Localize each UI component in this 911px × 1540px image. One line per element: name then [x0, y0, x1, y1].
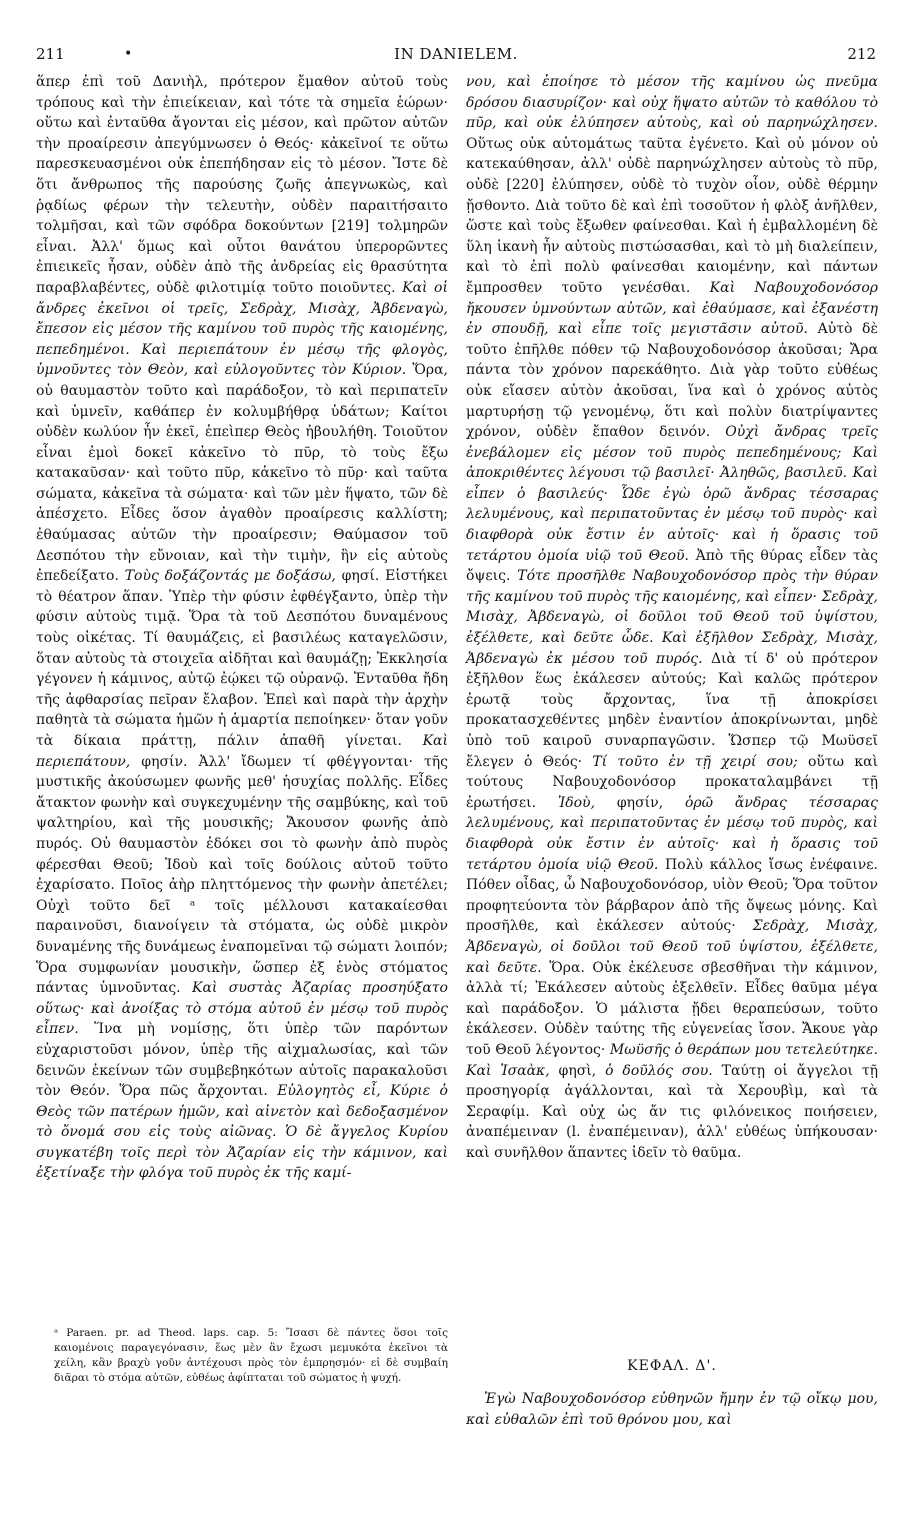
scripture-quote: Τότε προσῆλθε Ναβουχοδονόσορ πρὸς τὴν θύραν τῆς καμίνου τοῦ πυρὸς τῆς καιομένης, καὶ εἶπεν· Σεδρὰχ, Μισὰχ, Ἀβδεναγὼ, οἱ δοῦλοι τοῦ Θεοῦ τοῦ ὑψίστου, ἐξέλθετε, καὶ δεῦτε ὧδε. Καὶ ἐξῆλθον Σεδρὰχ, Μισὰχ, Ἀβδεναγὼ ἐκ μέσου τοῦ πυρός.	[466, 568, 878, 667]
body-text: Ὅρα, οὐ θαυμαστὸν τοῦτο καὶ παράδοξον, τὸ καὶ περιπατεῖν καὶ ὑμνεῖν, καθάπερ ἐν κολυμβήθρᾳ ὑδάτων; Καίτοι οὐδὲν κωλύον ἦν ἐκεῖ, ἐπεὶπερ Θεὸς ἠβουλήθη. Τοιοῦτον εἶναι ἐμοὶ δοκεῖ κἀκεῖνο τὸ πῦρ, τὸ τοὺς ἔξω κατακαῦσαν· καὶ τοῦτο πῦρ, κἀκεῖνο τὸ πῦρ· καὶ ταῦτα σώματα, κἀκεῖνα τὰ σώματα· καὶ τῶν μὲν ἥψατο, τῶν δὲ ἀπέσχετο. Εἶδες ὅσον ἀγαθὸν προαίρεσις καλλίστη; ἐθαύμασας αὐτῶν τὴν προαίρεσιν; Θαύμασον τοῦ Δεσπότου τὴν εὔνοιαν, καὶ τὴν τιμὴν, ἣν εἰς αὐτοὺς ἐπεδείξατο.	[36, 362, 448, 585]
header-dot: •	[124, 46, 133, 62]
scripture-quote: Καὶ οἱ ἄνδρες ἐκεῖνοι οἱ τρεῖς, Σεδρὰχ, Μισὰχ, Ἀβδεναγὼ, ἔπεσον εἰς μέσον τῆς καμίνου τοῦ πυρὸς τῆς καιομένης, πεπεδημένοι. Καὶ περιεπάτουν ἐν μέσῳ τῆς φλογὸς, ὑμνοῦντες τὸν Θεὸν, καὶ εὐλογοῦντες τὸν Κύριον.	[36, 279, 448, 379]
chapter-heading: ΚΕΦΑΛ. Δ'.	[627, 1358, 717, 1374]
right-column	[466, 72, 878, 1163]
body-text: φησὶ,	[558, 1062, 606, 1079]
left-column	[36, 72, 448, 1184]
page-number-left: 211	[36, 45, 65, 63]
footnote	[36, 1326, 448, 1386]
scripture-quote: Τοὺς δοξάζοντάς με δοξάσω,	[124, 568, 342, 585]
scripture-quote: Εὐλογητὸς εἶ, Κύριε ὁ Θεὸς τῶν πατέρων ἡμῶν, καὶ αἰνετὸν καὶ δεδοξασμένον τὸ ὄνομά σου εἰς τοὺς αἰῶνας. Ὁ δὲ ἄγγελος Κυρίου συγκατέβη τοῖς περὶ τὸν Ἀζαρίαν εἰς τὴν κάμινον, καὶ ἐξετίναξε τὴν φλόγα τοῦ πυρὸς ἐκ τῆς καμί-	[36, 1083, 448, 1182]
paragraph	[36, 72, 448, 1184]
chapter-opening-text: Ἐγὼ Ναβουχοδονόσορ εὐθηνῶν ἤμην ἐν τῷ οἴκῳ μου, καὶ εὐθαλῶν ἐπὶ τοῦ θρόνου μου, καὶ	[466, 1391, 878, 1428]
body-text: φησίν. Ἀλλ' ἴδωμεν τί φθέγγονται· τῆς μυστικῆς ἀκούσωμεν φωνῆς μεθ' ἡσυχίας πολλῆς. Εἶδες ἄτακτον φωνὴν καὶ συγκεχυμένην τῆς σαμβύκης, καὶ τοῦ ψαλτηρίου, καὶ τῆς μουσικῆς; Ἄκουσον φωνῆς ἀπὸ πυρός. Οὐ θαυμαστὸν ἐδόκει σοι τὸ φωνὴν ἀπὸ πυρὸς φέρεσθαι Θεοῦ; Ἰδοὺ καὶ τοῖς δούλοις αὐτοῦ τοῦτο ἐχαρίσατο. Ποῖος ἀὴρ πληττόμενος τὴν φωνὴν ἀπετέλει; Οὐχὶ τοῦτο δεῖ ᵃ τοῖς μέλλουσι κατακαίεσθαι παραινοῦσι, διανοίγειν τὰ στόματα, ὡς οὐδὲ μικρὸν δυναμένης τῆς δυνάμεως ἐναπομεῖναι τῷ σώματι λοιπόν; Ὅρα συμφωνίαν μουσικὴν, ὥσπερ ἐξ ἑνὸς στόματος πάντας ὑμνοῦντας.	[36, 753, 449, 997]
body-text: Οὕτως οὐκ αὐτομάτως ταῦτα ἐγένετο. Καὶ οὐ μόνον οὐ κατεκαύθησαν, ἀλλ' οὐδὲ παρηνώχλησεν αὐτοὺς τὸ πῦρ, οὐδὲ [220] ἐλύπησεν, οὐδὲ τὸ τυχὸν οἷον, οὐδὲ θέρμην ᾔσθοντο. Διὰ τοῦτο δὲ καὶ ἐπὶ τοσοῦτον ἡ φλὸξ ἀνῆλθεν, ὥστε καὶ τοὺς ἔξωθεν φαίνεσθαι. Καὶ ἡ ἐμβαλλομένη δὲ ὕλη ἱκανὴ ἦν αὐτοὺς πιστώσασθαι, καὶ τὸ μὴ διαλείπειν, καὶ τὸ ἐπὶ πολὺ φαίνεσθαι καιομένην, καὶ πάντων ἔμπροσθεν τοῦτο γενέσθαι.	[466, 135, 878, 296]
scripture-quote: Μωϋσῆς ὁ θεράπων μου τετελεύτηκε. Καὶ Ἰσαὰκ,	[466, 1041, 878, 1079]
scripture-quote: ὁρῶ ἄνδρας τέσσαρας λελυμένους, καὶ περιπατοῦντας ἐν μέσῳ τοῦ πυρὸς, καὶ διαφθορὰ οὐκ ἔστιν ἐν αὐτοῖς· καὶ ἡ ὅρασις τοῦ τετάρτου ὁμοία υἱῷ Θεοῦ.	[466, 794, 878, 873]
body-text: Ταύτῃ οἱ ἄγγελοι τῇ προσηγορίᾳ ἀγάλλονται, καὶ τὰ Χερουβὶμ, καὶ τὰ Σεραφίμ. Καὶ οὐχ ὡς ἄν τις φιλόνεικος ποιήσειεν, ἀναπέμειναν (l. ἐναπέμειναν), ἀλλ' εὐθέως ὑπήκουσαν· καὶ συνῆλθον ἅπαντες ἰδεῖν τὸ θαῦμα.	[466, 1062, 878, 1161]
running-header	[36, 44, 876, 64]
scripture-quote: Οὐχὶ ἄνδρας τρεῖς ἐνεβάλομεν εἰς μέσον τοῦ πυρὸς πεπεδημένους; Καὶ ἀποκριθέντες λέγουσι τῷ βασιλεῖ· Ἀληθῶς, βασιλεῦ. Καὶ εἶπεν ὁ βασιλεύς· Ὧδε ἐγὼ ὁρῶ ἄνδρας τέσσαρας λελυμένους, καὶ περιπατοῦντας ἐν μέσῳ τοῦ πυρὸς· καὶ διαφθορὰ οὐκ ἔστιν ἐν αὐτοῖς· καὶ ἡ ὅρασις τοῦ τετάρτου ὁμοία υἱῷ τοῦ Θεοῦ.	[466, 424, 878, 564]
scripture-quote: Σεδρὰχ, Μισὰχ, Ἀβδεναγὼ, οἱ δοῦλοι τοῦ Θεοῦ τοῦ ὑψίστου, ἐξέλθετε, καὶ δεῦτε.	[466, 918, 878, 976]
paragraph	[466, 72, 878, 1163]
body-text: Αὐτὸ δὲ τοῦτο ἐπῆλθε πόθεν τῷ Ναβουχοδονόσορ ἀκοῦσαι; Ἄρα πάντα τὸν χρόνον παρεκάθητο. Διὰ γὰρ τοῦτο εὐθέως οὐκ εἴασεν αὐτὸν ἀκοῦσαι, ἵνα καὶ ὁ χρόνος αὐτὸς μαρτυρήσῃ τῷ γενομένῳ, ὅτι καὶ πολὺν διατρίψαντες χρόνον, οὐδὲν ἔπαθον δεινόν.	[466, 321, 878, 441]
scripture-quote: Καὶ συστὰς Ἀζαρίας προσηύξατο οὕτως· καὶ ἀνοίξας τὸ στόμα αὐτοῦ ἐν μέσῳ τοῦ πυρὸς εἶπεν.	[36, 980, 448, 1038]
body-text: Διὰ τί δ' οὐ πρότερον ἐξῆλθον ἕως ἐκάλεσεν αὐτούς; Καὶ καλῶς πρότερον ἐρωτᾷ τοὺς ἄρχοντας, ἵνα τῇ ἀποκρίσει προκατασχεθέντες μηδὲν ἐναντίον ἀποκρίνωνται, μηδὲ ὑπὸ τοῦ καιροῦ συναρπαγῶσιν. Ὥσπερ τῷ Μωϋσεῖ ἔλεγεν ὁ Θεός·	[466, 650, 878, 770]
page-number-right: 212	[847, 45, 876, 63]
scripture-quote: νου, καὶ ἐποίησε τὸ μέσον τῆς καμίνου ὡς πνεῦμα δρόσου διασυρίζον· καὶ οὐχ ἥψατο αὐτῶν τὸ καθόλου τὸ πῦρ, καὶ οὐκ ἐλύπησεν αὐτοὺς, καὶ οὐ παρηνώχλησεν.	[466, 74, 878, 132]
scripture-quote: Καὶ περιεπάτουν,	[36, 733, 448, 770]
body-text: ἅπερ ἐπὶ τοῦ Δανιὴλ, πρότερον ἔμαθον αὐτοῦ τοὺς τρόπους καὶ τὴν ἐπιείκειαν, καὶ τότε τὰ σημεῖα ἑώρων· οὕτω καὶ ἐνταῦθα ἄγονται εἰς μέσον, καὶ πρῶτον αὐτῶν τὴν προαίρεσιν ἀπεγύμνωσεν ὁ Θεός· κἀκεῖνοί τε οὕτω παρεσκευασμένοι οὐκ ἐπεπήδησαν εἰς τὸ μέσον. Ἴστε δὲ ὅτι ἄνθρωπος τῆς παρούσης ζωῆς ἀπεγνωκὼς, καὶ ῥᾳδίως φέρων τὴν τελευτὴν, οὐδὲν παραιτήσαιτο τολμῆσαι, καὶ τῶν σφόδρα δοκούντων [219] τολμηρῶν εἶναι. Ἀλλ' ὅμως καὶ οὗτοι θανάτου ὑπερορῶντες ἐπιεικεῖς ἦσαν, οὐδὲν ἀπὸ τῆς ἀνδρείας εἰς θρασύτητα παραβλαβέντες, οὐδὲ φιλοτιμίᾳ τοῦτο ποιοῦντες.	[36, 74, 448, 296]
scripture-quote: Ἰδοὺ,	[557, 794, 617, 811]
scripture-quote: ὁ δοῦλός σου.	[605, 1062, 722, 1079]
body-text: οὕτω καὶ τούτους Ναβουχοδονόσορ προκαταλαμβάνει τῇ ἐρωτήσει.	[466, 753, 879, 811]
body-text: Ὅρα. Οὐκ ἐκέλευσε σβεσθῆναι τὴν κάμινον, ἀλλὰ τί; Ἐκάλεσεν αὐτοὺς ἐξελθεῖν. Εἶδες θαῦμα μέγα καὶ παράδοξον. Ὁ μάλιστα ᾔδει θεραπεύσων, τοῦτο ἐκάλεσεν. Οὐδὲν ταύτης τῆς εὐγενείας ἴσον. Ἄκουε γὰρ τοῦ Θεοῦ λέγοντος·	[466, 959, 878, 1058]
body-text: φησί. Εἱστήκει τὸ θέατρον ἅπαν. Ὑπὲρ τὴν φύσιν ἐφθέγξαντο, ὑπὲρ τὴν φύσιν αὐτοὺς τιμᾷ. Ὅρα τὰ τοῦ Δεσπότου δυναμένους τοὺς οἰκέτας. Τί θαυμάζεις, εἰ βασιλέως καταγελῶσιν, ὅταν αὐτοὺς τὰ στοιχεῖα αἰδῆται καὶ θαυμάζῃ; Ἐκκλησία γέγονεν ἡ κάμινος, αὐτῷ ἐῴκει τῷ οὐρανῷ. Ἐνταῦθα ἤδη τῆς ἀφθαρσίας πεῖραν ἔλαβον. Ἐπεὶ καὶ παρὰ τὴν ἀρχὴν παθητὰ τὰ σώματα ἡμῶν ἡ ἁμαρτία πεποίηκεν· ὅταν γοῦν τὰ δίκαια πράττῃ, πάλιν ἀπαθῆ γίνεται.	[36, 568, 448, 749]
scripture-quote: Καὶ Ναβουχοδονόσορ ἤκουσεν ὑμνούντων αὐτῶν, καὶ ἐθαύμασε, καὶ ἐξανέστη ἐν σπουδῇ, καὶ εἶπε τοῖς μεγιστᾶσιν αὐτοῦ.	[466, 279, 878, 338]
footnote-text: ᵃ Paraen. pr. ad Theod. laps. cap. 5: Ἴσασι δὲ πάντες ὅσοι τοῖς καιομένοις παραγεγόνασιν, ἕως μὲν ἂν ἔχωσι μεμυκότα ἐκεῖνοι τὰ χείλη, κἂν βραχὺ γοῦν ἀντέχουσι πρὸς τὸν ἐμπρησμόν· εἰ δὲ συμβαίη διᾶραι τὸ στόμα αὐτῶν, εὐθέως ἀφίπταται τοῦ σώματος ἡ ψυχή.	[54, 1327, 448, 1384]
body-text: Ἀπὸ τῆς θύρας εἶδεν τὰς ὄψεις.	[466, 547, 878, 585]
body-text: Πολὺ κάλλος ἴσως ἐνέφαινε. Πόθεν οἶδας, ὦ Ναβουχοδονόσορ, υἱὸν Θεοῦ; Ὅρα τοῦτον προφητεύοντα τὸν βάρβαρον ἀπὸ τῆς ὄψεως μόνης. Καὶ προσῆλθε, καὶ ἐκάλεσεν αὐτούς·	[466, 856, 878, 935]
body-text: φησίν,	[616, 794, 685, 811]
body-text: Ἵνα μὴ νομίσῃς, ὅτι ὑπὲρ τῶν παρόντων εὐχαριστοῦσι μόνον, ὑπὲρ τῆς αἰχμαλωσίας, καὶ τῶν δεινῶν ἐκείνων τῶν συμβεβηκότων αὐτοῖς παρακαλοῦσι τὸν Θεόν. Ὅρα πῶς ἄρχονται.	[36, 1021, 448, 1100]
scripture-quote: Τί τοῦτο ἐν τῇ χειρί σου;	[592, 753, 808, 770]
running-title: IN DANIELEM.	[394, 45, 518, 63]
